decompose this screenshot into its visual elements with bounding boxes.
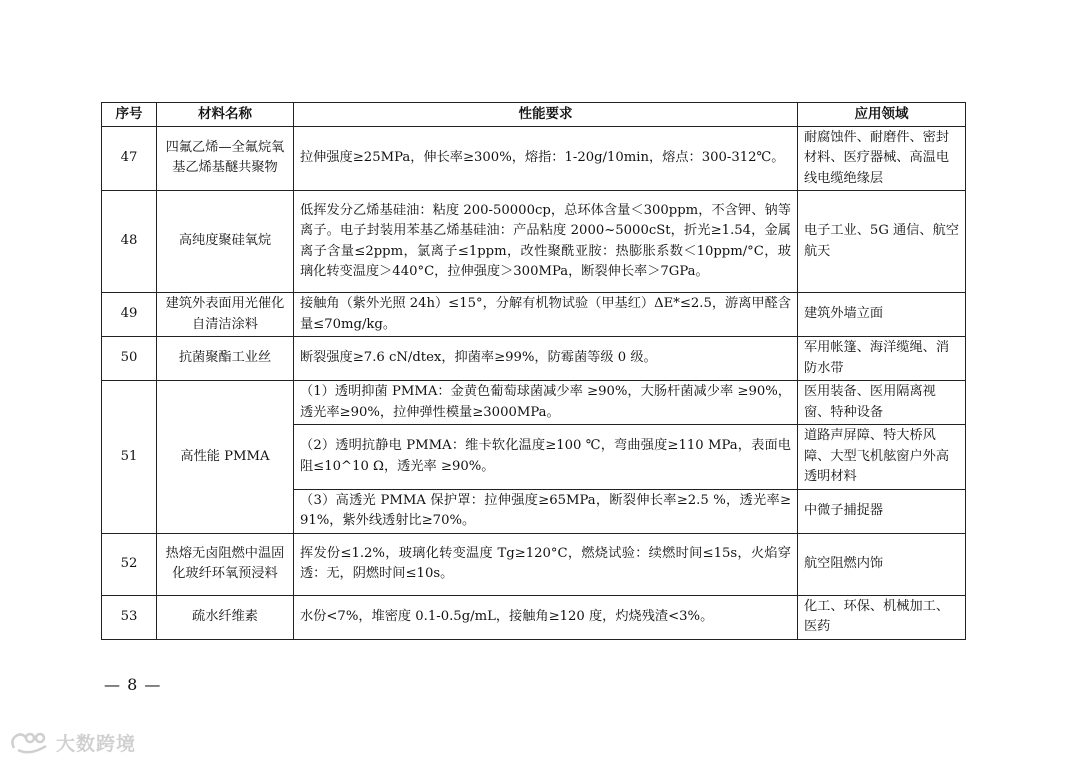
material-name: 抗菌聚酯工业丝: [157, 337, 294, 381]
performance-requirement: （1）透明抑菌 PMMA：金黄色葡萄球菌减少率 ≥90%，大肠杆菌减少率 ≥90%，透光率≥90%，拉伸弹性模量≥3000MPa。: [294, 381, 798, 425]
performance-requirement: 接触角（紫外光照 24h）≤15°，分解有机物试验（甲基红）ΔE*≤2.5，游离甲醛含量≤70mg/kg。: [294, 293, 798, 337]
performance-requirement: 拉伸强度≥25MPa，伸长率≥300%，熔指：1-20g/10min，熔点：300-312℃。: [294, 126, 798, 191]
material-name: 高性能 PMMA: [157, 381, 294, 534]
table-row: [102, 381, 966, 425]
row-number: 49: [102, 293, 157, 337]
table-row: [102, 126, 966, 191]
table-row: [102, 191, 966, 293]
application-field: 耐腐蚀件、耐磨件、密封材料、医疗器械、高温电线电缆绝缘层: [798, 126, 966, 191]
material-name: 四氟乙烯—全氟烷氧基乙烯基醚共聚物: [157, 126, 294, 191]
application-field: 道路声屏障、特大桥风障、大型飞机舷窗户外高透明材料: [798, 425, 966, 490]
material-name: 建筑外表面用光催化自清洁涂料: [157, 293, 294, 337]
application-field: 建筑外墙立面: [798, 293, 966, 337]
performance-requirement: 断裂强度≥7.6 cN/dtex，抑菌率≥99%，防霉菌等级 0 级。: [294, 337, 798, 381]
application-field: 军用帐篷、海洋缆绳、消防水带: [798, 337, 966, 381]
watermark: [8, 728, 136, 756]
table-row: [102, 595, 966, 639]
application-field: 电子工业、5G 通信、航空航天: [798, 191, 966, 293]
table-row: [102, 337, 966, 381]
performance-requirement: 低挥发分乙烯基硅油：粘度 200-50000cp，总环体含量＜300ppm，不含钾、钠等离子。电子封装用苯基乙烯基硅油：产品粘度 2000~5000cSt，折光≥1.54，金属离子含量≤2ppm，氯离子≤1ppm，改性聚酰亚胺：热膨胀系数＜10ppm/°C，玻璃化转变温度＞440°C，拉伸强度＞300MPa，断裂伸长率＞7GPa。: [294, 191, 798, 293]
header-requirements: 性能要求: [294, 103, 798, 127]
performance-requirement: 挥发份≤1.2%，玻璃化转变温度 Tg≥120°C，燃烧试验：续燃时间≤15s，火焰穿透：无，阴燃时间≤10s。: [294, 533, 798, 595]
table-row: [102, 533, 966, 595]
row-number: 50: [102, 337, 157, 381]
row-number: 51: [102, 381, 157, 534]
table-row: [102, 293, 966, 337]
material-name: 疏水纤维素: [157, 595, 294, 639]
watermark-text: 大数跨境: [56, 732, 137, 755]
performance-requirement: （2）透明抗静电 PMMA：维卡软化温度≥100 ℃，弯曲强度≥110 MPa，表面电阻≤10^10 Ω，透光率 ≥90%。: [294, 425, 798, 490]
header-index: 序号: [102, 103, 157, 127]
header-material-name: 材料名称: [157, 103, 294, 127]
watermark-logo-icon: [8, 728, 52, 756]
application-field: 化工、环保、机械加工、医药: [798, 595, 966, 639]
material-name: 高纯度聚硅氧烷: [157, 191, 294, 293]
page-number: — 8 —: [104, 675, 162, 694]
row-number: 52: [102, 533, 157, 595]
row-number: 48: [102, 191, 157, 293]
row-number: 53: [102, 595, 157, 639]
application-field: 航空阻燃内饰: [798, 533, 966, 595]
application-field: 中微子捕捉器: [798, 489, 966, 533]
row-number: 47: [102, 126, 157, 191]
header-application: 应用领域: [798, 103, 966, 127]
application-field: 医用装备、医用隔离视窗、特种设备: [798, 381, 966, 425]
performance-requirement: 水份<7%，堆密度 0.1-0.5g/mL，接触角≥120 度，灼烧残渣<3%。: [294, 595, 798, 639]
materials-spec-table: [101, 102, 966, 640]
table-header-row: [102, 103, 966, 127]
material-name: 热熔无卤阻燃中温固化玻纤环氧预浸料: [157, 533, 294, 595]
performance-requirement: （3）高透光 PMMA 保护罩：拉伸强度≥65MPa，断裂伸长率≥2.5 %，透光率≥91%，紫外线透射比≥70%。: [294, 489, 798, 533]
